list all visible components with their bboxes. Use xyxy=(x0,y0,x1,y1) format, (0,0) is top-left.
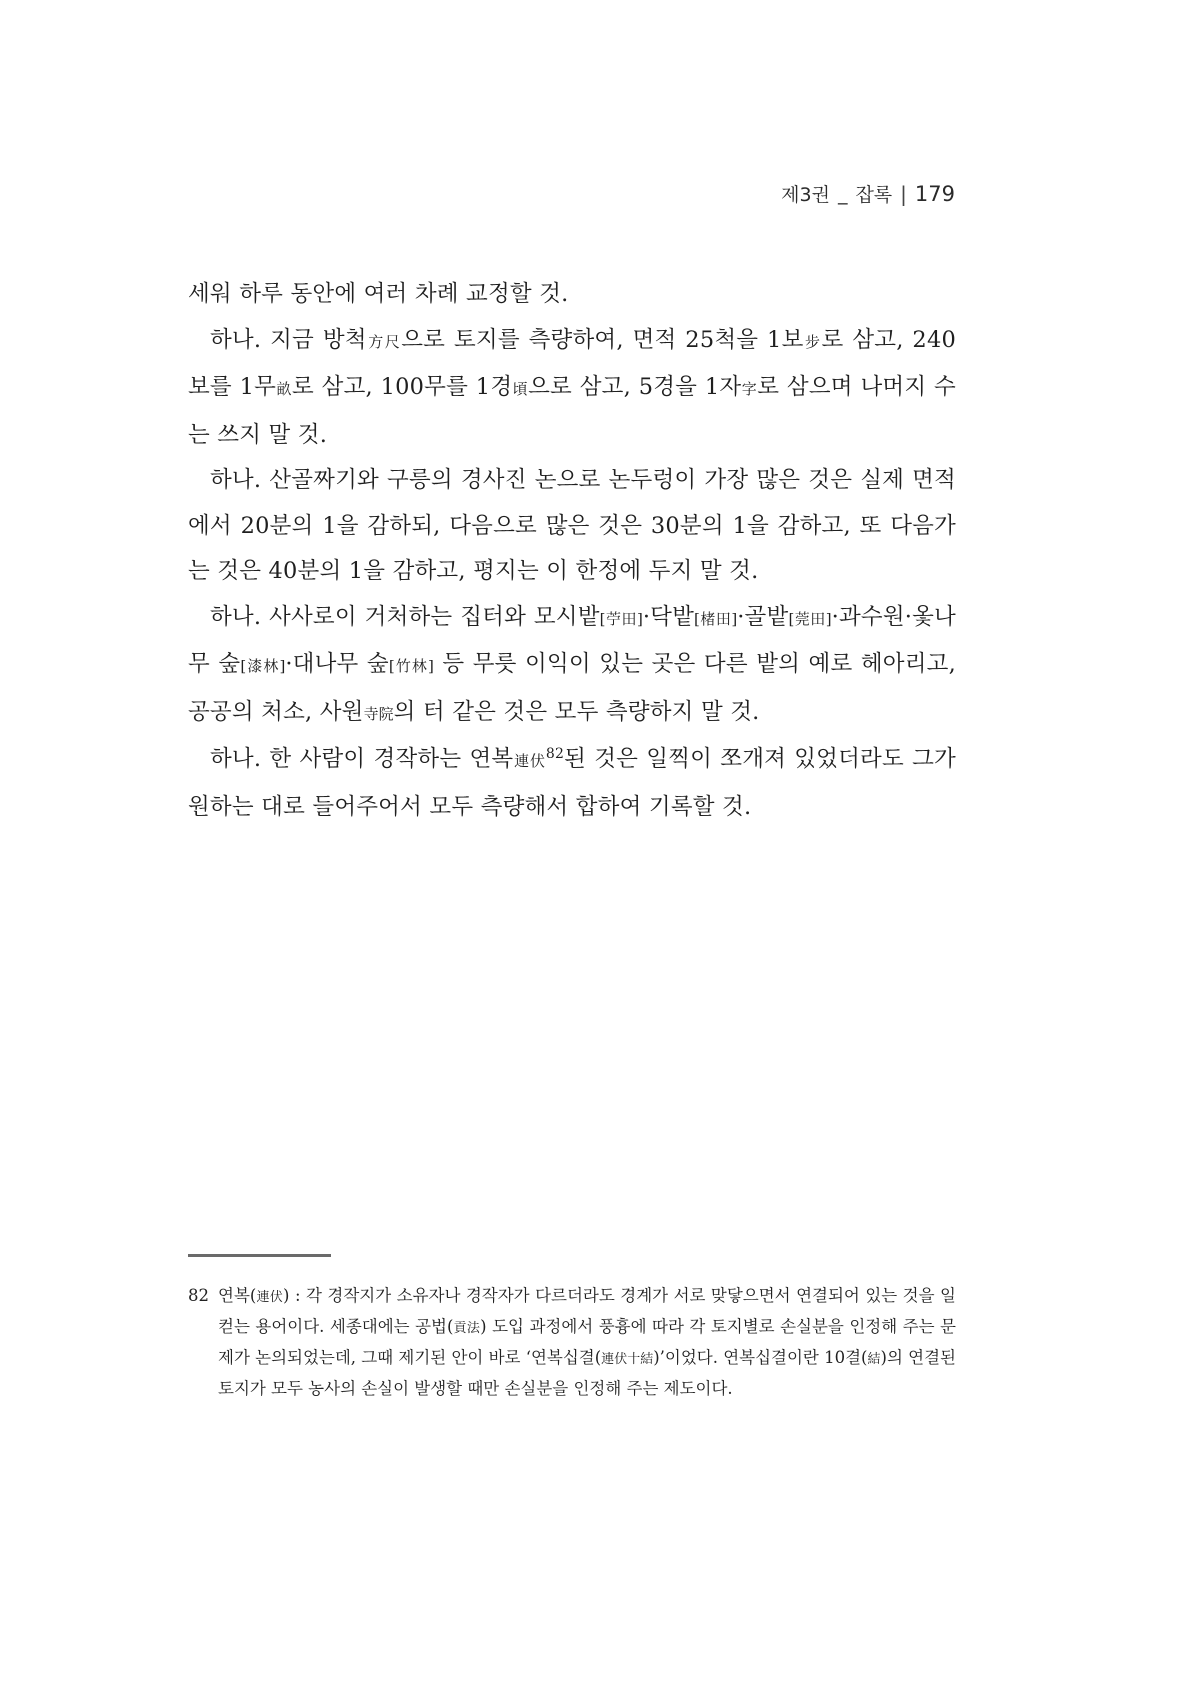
hanja-annotation: [楮田] xyxy=(694,609,738,628)
paragraph-1: 세워 하루 동안에 여러 차례 교정할 것. xyxy=(188,281,569,307)
header-dash: _ xyxy=(837,182,848,205)
footnote xyxy=(188,1281,956,1403)
running-header xyxy=(781,180,955,207)
hanja-annotation: 寺院 xyxy=(363,704,394,723)
main-text xyxy=(188,272,956,830)
hanja-annotation: 連伏十結 xyxy=(601,1352,654,1367)
footnote-divider xyxy=(188,1254,331,1257)
hanja-annotation: [漆林] xyxy=(240,657,286,675)
hanja-annotation: 貢法 xyxy=(453,1321,481,1336)
hanja-annotation: 方尺 xyxy=(366,332,402,351)
header-section: 잡록 xyxy=(855,184,893,206)
hanja-annotation: 連伏 xyxy=(256,1290,284,1305)
footnote-82: 82 연복(連伏) : 각 경작지가 소유자나 경작자가 다르더라도 경계가 서로 맞닿으면서 연결되어 있는 것을 일컫는 용어이다. 세종대에는 공법(貢法) 도입 과정에서 풍흉에 따라 각 토지별로 손실분을 인정해 주는 문제가 논의되었는데, 그때 제기된 안이 바로 ‘연복십결(連伏十結)’이었다. 연복십결이란 10결(結)의 연결된 토지가 모두 농사의 손실이 발생할 때만 손실분을 인정해 주는 제도이다. xyxy=(188,1281,956,1403)
hanja-annotation: 步 xyxy=(803,332,822,351)
hanja-annotation: 字 xyxy=(741,380,758,398)
paragraph-5: 하나. 한 사람이 경작하는 연복連伏$^{82}$된 것은 일찍이 쪼개져 있었더라도 그가 원하는 대로 들어주어서 모두 측량해서 합하여 기록할 것. xyxy=(188,746,956,820)
paragraph-4: 하나. 사사로이 거처하는 집터와 모시밭[苧田]·닥밭[楮田]·골밭[莞田]·과수원·옻나무 숲[漆林]·대나무 숲[竹林] 등 무릇 이익이 있는 곳은 다른 밭의 예로 헤아리고, 공공의 처소, 사원寺院의 터 같은 것은 모두 측량하지 말 것. xyxy=(188,603,956,725)
header-separator: | xyxy=(900,181,907,206)
footnote-number: 82 xyxy=(188,1286,209,1305)
hanja-annotation: [苧田] xyxy=(599,609,643,628)
paragraph-2: 하나. 지금 방척方尺으로 토지를 측량하여, 면적 25척을 1보步로 삼고, 240보를 1무畝로 삼고, 100무를 1경頃으로 삼고, 5경을 1자字로 삼으며 나머지 수는 쓰지 말 것. xyxy=(188,326,956,448)
hanja-annotation: [竹林] xyxy=(388,657,434,675)
paragraph-3: 하나. 산골짜기와 구릉의 경사진 논으로 논두렁이 가장 많은 것은 실제 면적에서 20분의 1을 감하되, 다음으로 많은 것은 30분의 1을 감하고, 또 다음가는 것은 40분의 1을 감하고, 평지는 이 한정에 두지 말 것. xyxy=(188,467,956,584)
hanja-annotation: [莞田] xyxy=(788,609,832,628)
page-number: 179 xyxy=(914,181,955,206)
hanja-annotation: 頃 xyxy=(512,380,529,398)
hanja-annotation: 連伏 xyxy=(513,752,546,770)
footnote-reference[interactable]: 82 xyxy=(545,746,565,762)
header-volume: 제3권 xyxy=(781,184,830,206)
hanja-annotation: 畝 xyxy=(276,380,292,398)
hanja-annotation: 結 xyxy=(867,1352,881,1367)
